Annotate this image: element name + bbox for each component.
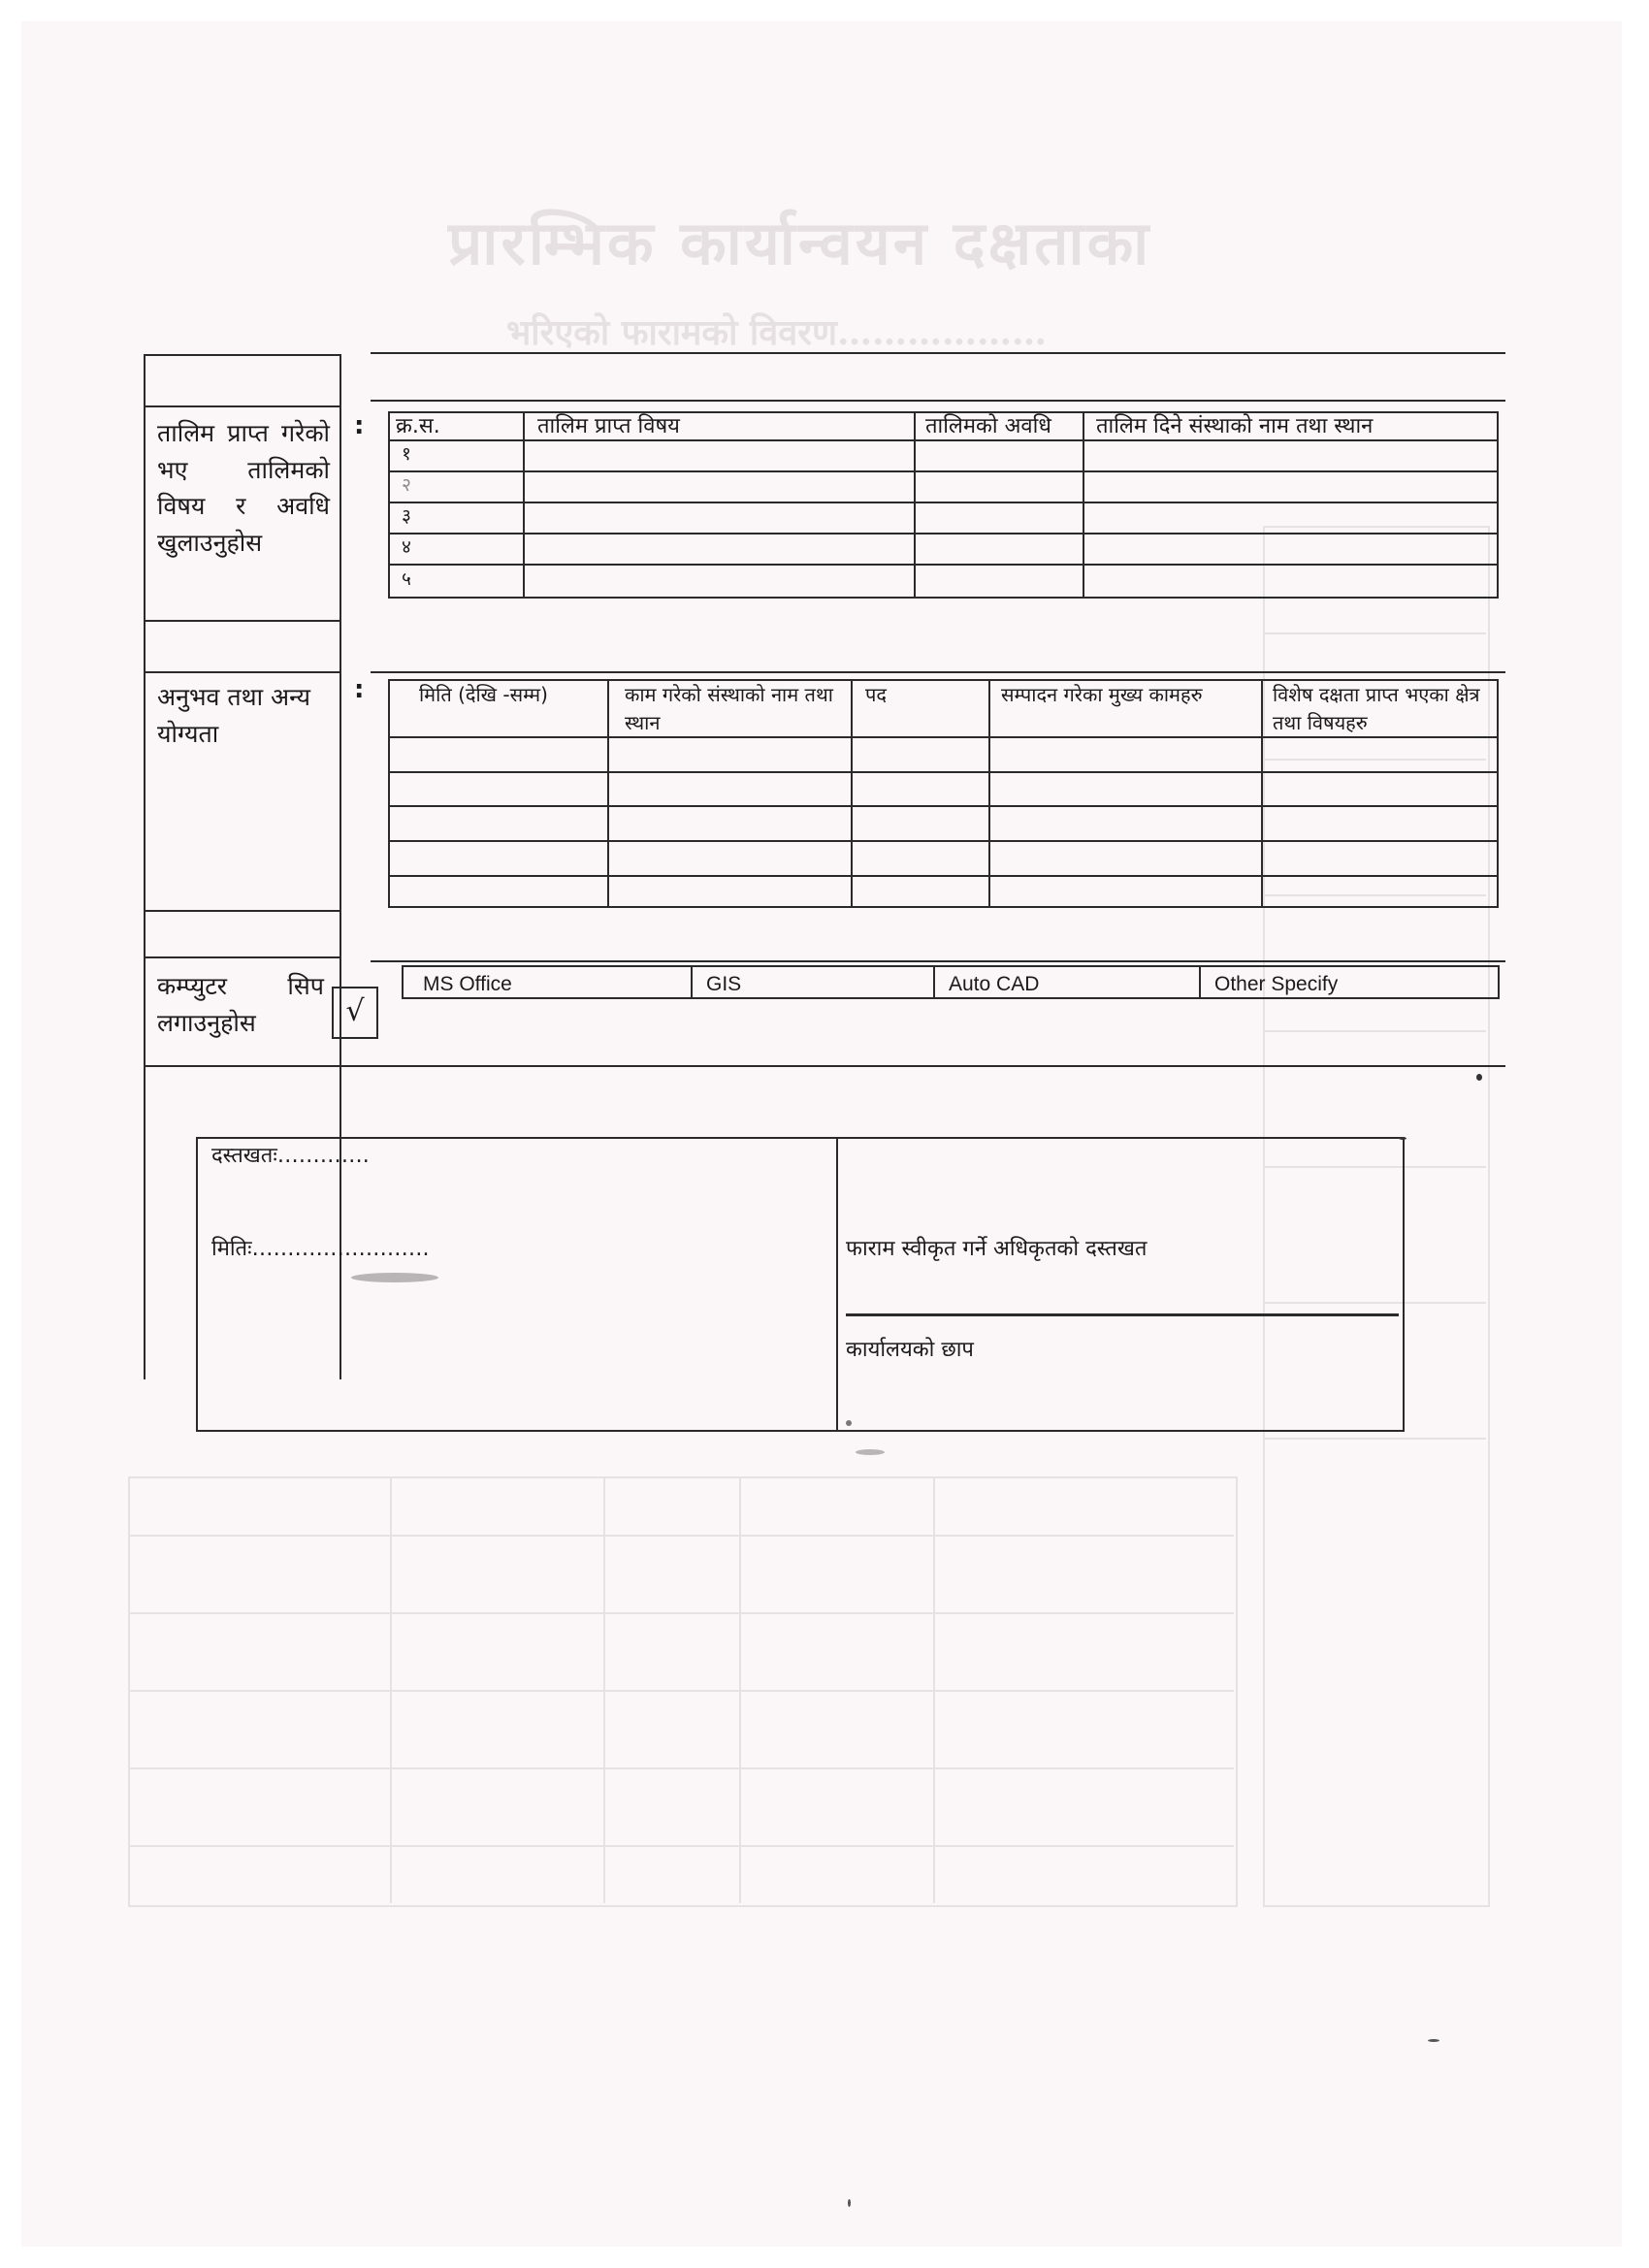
ghost-title: प्रारम्भिक कार्यान्वयन दक्षताका bbox=[448, 208, 1152, 278]
scan-speck bbox=[1428, 2039, 1439, 2042]
office-stamp-label: कार्यालयको छाप bbox=[846, 1338, 974, 1362]
date-label[interactable]: मितिः……………………. bbox=[211, 1237, 430, 1261]
form-page bbox=[21, 21, 1622, 2247]
approver-signature-line bbox=[846, 1313, 1399, 1316]
training-header-subject: तालिम प्राप्त विषय bbox=[537, 414, 680, 438]
tick-box[interactable]: √ bbox=[332, 987, 378, 1039]
approver-signature-label: फाराम स्वीकृत गर्ने अधिकृतको दस्तखत bbox=[846, 1237, 1148, 1261]
training-colon: : bbox=[354, 411, 365, 440]
signature-label[interactable]: दस्तखतः…………. bbox=[211, 1144, 370, 1168]
training-serial: ३ bbox=[402, 505, 411, 527]
experience-label: अनुभव तथा अन्य योग्यता bbox=[157, 683, 311, 748]
option-ms-office[interactable]: MS Office bbox=[423, 973, 512, 995]
scan-speck bbox=[1399, 1137, 1406, 1140]
training-serial: ५ bbox=[402, 568, 411, 590]
training-serial: ४ bbox=[402, 536, 411, 558]
option-gis[interactable]: GIS bbox=[706, 973, 742, 995]
training-header-duration: तालिमको अवधि bbox=[925, 414, 1051, 438]
scan-speck bbox=[1476, 1074, 1482, 1081]
ghost-bottom-table bbox=[128, 1476, 1238, 1907]
experience-header-expertise: विशेष दक्षता प्राप्त भएका क्षेत्र तथा विषयहरु bbox=[1273, 683, 1480, 734]
scan-smudge bbox=[351, 1273, 438, 1282]
scan-smudge bbox=[856, 1449, 885, 1455]
training-header-institution: तालिम दिने संस्थाको नाम तथा स्थान bbox=[1096, 414, 1374, 438]
experience-header-date: मिति (देखि -सम्म) bbox=[419, 683, 548, 706]
option-autocad[interactable]: Auto CAD bbox=[949, 973, 1040, 995]
experience-colon: : bbox=[354, 675, 365, 704]
ghost-subtitle: भरिएको फारामको विवरण……………… bbox=[506, 312, 1048, 353]
computer-label: कम्प्युटर सिप लगाउनुहोस bbox=[157, 972, 324, 1037]
training-serial: १ bbox=[402, 443, 411, 465]
scan-speck bbox=[846, 1420, 852, 1426]
scan-speck bbox=[848, 2199, 851, 2207]
experience-header-tasks: सम्पादन गरेका मुख्य कामहरु bbox=[1001, 683, 1203, 706]
training-label: तालिम प्राप्त गरेको भए तालिमको विषय र अवधि खुलाउनुहोस bbox=[157, 419, 330, 557]
training-header-serial: क्र.स. bbox=[396, 414, 440, 438]
experience-header-organization: काम गरेको संस्थाको नाम तथा स्थान bbox=[625, 683, 833, 734]
option-other-specify[interactable]: Other Specify bbox=[1214, 973, 1339, 995]
experience-header-post: पद bbox=[865, 683, 887, 706]
training-serial: २ bbox=[402, 474, 411, 496]
